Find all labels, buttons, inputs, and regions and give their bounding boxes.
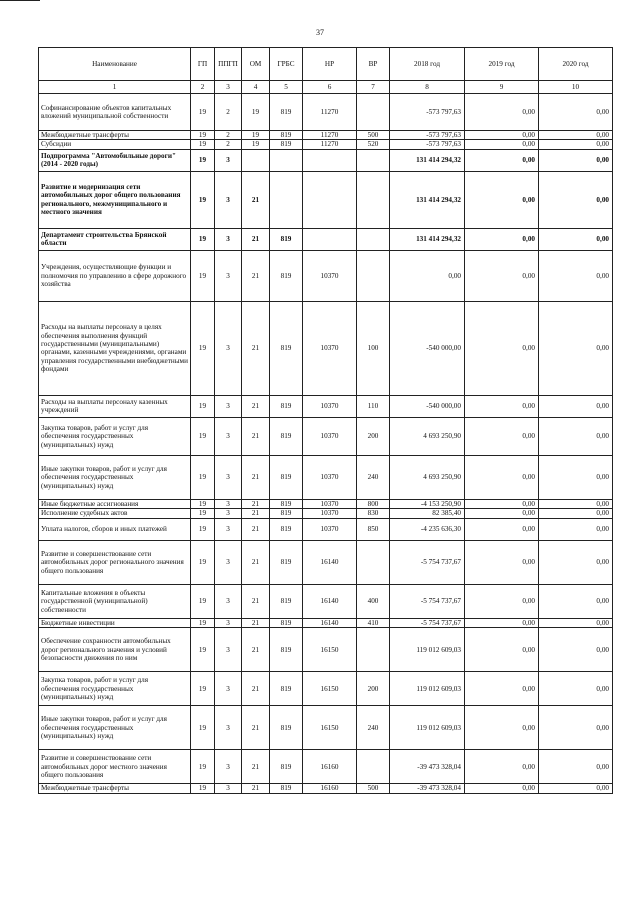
table-row [39,171,613,228]
colnum-9: 9 [465,81,539,94]
cell-name: Исполнение судебных актов [39,509,191,518]
table-row [39,584,613,618]
header-ppgp: ППГП [215,48,242,81]
cell-y2019: 0,00 [465,301,539,395]
colnum-10: 10 [539,81,613,94]
cell-ppgp: 3 [215,171,242,228]
cell-om: 21 [242,628,270,672]
cell-vr: 240 [357,455,390,499]
cell-nr: 16150 [303,706,357,750]
header-2020: 2020 год [539,48,613,81]
cell-y2018: 131 414 294,32 [390,171,465,228]
cell-vr: 520 [357,140,390,149]
cell-grbs [270,149,303,171]
cell-gp: 19 [191,499,215,508]
cell-y2019: 0,00 [465,131,539,140]
cell-om: 21 [242,750,270,784]
cell-y2019: 0,00 [465,628,539,672]
header-nr: НР [303,48,357,81]
cell-y2020: 0,00 [539,228,613,250]
cell-nr: 10370 [303,509,357,518]
cell-vr: 400 [357,584,390,618]
cell-nr: 10370 [303,499,357,508]
cell-nr [303,171,357,228]
colnum-7: 7 [357,81,390,94]
cell-y2020: 0,00 [539,750,613,784]
cell-name: Подпрограмма "Автомобильные дороги" (2014 - 2020 годы) [39,149,191,171]
cell-y2020: 0,00 [539,171,613,228]
table-row [39,228,613,250]
table-row [39,149,613,171]
cell-y2018: 4 693 250,90 [390,455,465,499]
table-row [39,94,613,131]
header-row [39,48,613,81]
cell-om: 21 [242,672,270,706]
table-row [39,140,613,149]
cell-name: Бюджетные инвестиции [39,618,191,627]
cell-y2020: 0,00 [539,395,613,417]
cell-nr: 10370 [303,250,357,301]
cell-ppgp: 3 [215,509,242,518]
cell-nr: 10370 [303,395,357,417]
cell-y2018: -573 797,63 [390,140,465,149]
cell-vr [357,228,390,250]
cell-y2018: -573 797,63 [390,131,465,140]
cell-y2020: 0,00 [539,584,613,618]
cell-nr: 10370 [303,455,357,499]
cell-y2020: 0,00 [539,455,613,499]
header-gp: ГП [191,48,215,81]
cell-om: 21 [242,499,270,508]
cell-om: 21 [242,540,270,584]
cell-y2019: 0,00 [465,672,539,706]
cell-y2020: 0,00 [539,628,613,672]
cell-grbs: 819 [270,518,303,540]
cell-name: Развитие и совершенствование сети автомобильных дорог местного значения общего пользования [39,750,191,784]
table-row [39,750,613,784]
cell-nr [303,149,357,171]
cell-y2018: 131 414 294,32 [390,149,465,171]
table-row [39,499,613,508]
cell-grbs: 819 [270,228,303,250]
cell-name: Развитие и модернизация сети автомобильных дорог общего пользования регионального, межмуниципального и местного значения [39,171,191,228]
cell-vr: 800 [357,499,390,508]
cell-vr: 200 [357,417,390,455]
cell-y2018: -5 754 737,67 [390,618,465,627]
cell-name: Межбюджетные трансферты [39,131,191,140]
colnum-3: 3 [215,81,242,94]
colnum-8: 8 [390,81,465,94]
cell-gp: 19 [191,628,215,672]
cell-ppgp: 3 [215,417,242,455]
cell-name: Иные закупки товаров, работ и услуг для обеспечения государственных (муниципальных) нужд [39,455,191,499]
cell-gp: 19 [191,784,215,793]
cell-grbs: 819 [270,750,303,784]
cell-y2020: 0,00 [539,509,613,518]
cell-name: Обеспечение сохранности автомобильных дорог регионального значения и условий безопасности движения по ним [39,628,191,672]
cell-y2019: 0,00 [465,750,539,784]
colnum-4: 4 [242,81,270,94]
cell-nr: 10370 [303,417,357,455]
cell-ppgp: 3 [215,584,242,618]
cell-gp: 19 [191,395,215,417]
cell-name: Субсидии [39,140,191,149]
table-row [39,250,613,301]
cell-nr: 16150 [303,672,357,706]
cell-ppgp: 2 [215,131,242,140]
cell-grbs: 819 [270,672,303,706]
cell-ppgp: 3 [215,250,242,301]
header-om: ОМ [242,48,270,81]
cell-vr: 410 [357,618,390,627]
cell-y2018: -5 754 737,67 [390,540,465,584]
cell-vr [357,171,390,228]
cell-y2019: 0,00 [465,149,539,171]
cell-y2018: -39 473 328,04 [390,750,465,784]
cell-gp: 19 [191,750,215,784]
page-number: 37 [316,28,324,37]
cell-om: 21 [242,455,270,499]
cell-y2018: -573 797,63 [390,94,465,131]
cell-vr: 110 [357,395,390,417]
cell-y2019: 0,00 [465,417,539,455]
cell-y2020: 0,00 [539,784,613,793]
cell-vr [357,250,390,301]
cell-ppgp: 3 [215,628,242,672]
cell-om: 21 [242,584,270,618]
cell-y2018: 82 385,40 [390,509,465,518]
cell-gp: 19 [191,706,215,750]
cell-om: 21 [242,509,270,518]
cell-vr: 100 [357,301,390,395]
cell-name: Уплата налогов, сборов и иных платежей [39,518,191,540]
header-name: Наименование [39,48,191,81]
cell-grbs: 819 [270,417,303,455]
cell-vr [357,149,390,171]
cell-y2020: 0,00 [539,250,613,301]
cell-nr: 11270 [303,131,357,140]
cell-om: 21 [242,706,270,750]
cell-name: Софинансирование объектов капитальных вложений муниципальной собственности [39,94,191,131]
header-2018: 2018 год [390,48,465,81]
table-row [39,540,613,584]
cell-y2018: 119 012 609,03 [390,628,465,672]
cell-y2018: 119 012 609,03 [390,672,465,706]
cell-vr: 830 [357,509,390,518]
colnum-6: 6 [303,81,357,94]
cell-y2019: 0,00 [465,584,539,618]
cell-vr: 500 [357,131,390,140]
cell-om: 19 [242,131,270,140]
column-number-row [39,81,613,94]
cell-ppgp: 3 [215,784,242,793]
cell-nr: 16140 [303,540,357,584]
table-row [39,706,613,750]
cell-y2020: 0,00 [539,140,613,149]
cell-om: 21 [242,171,270,228]
cell-ppgp: 3 [215,540,242,584]
colnum-2: 2 [191,81,215,94]
cell-y2019: 0,00 [465,94,539,131]
cell-gp: 19 [191,518,215,540]
cell-grbs: 819 [270,784,303,793]
cell-vr: 200 [357,672,390,706]
cell-ppgp: 2 [215,94,242,131]
cell-vr [357,628,390,672]
cell-grbs: 819 [270,301,303,395]
header-2019: 2019 год [465,48,539,81]
cell-name: Капитальные вложения в объекты государственной (муниципальной) собственности [39,584,191,618]
budget-table [38,47,613,794]
table-row [39,618,613,627]
cell-grbs: 819 [270,131,303,140]
cell-ppgp: 2 [215,140,242,149]
cell-ppgp: 3 [215,228,242,250]
cell-y2020: 0,00 [539,706,613,750]
cell-y2020: 0,00 [539,301,613,395]
cell-nr: 11270 [303,94,357,131]
cell-grbs: 819 [270,250,303,301]
cell-y2020: 0,00 [539,417,613,455]
cell-om: 19 [242,140,270,149]
cell-gp: 19 [191,171,215,228]
cell-gp: 19 [191,301,215,395]
cell-vr [357,94,390,131]
cell-grbs: 819 [270,509,303,518]
table-row [39,395,613,417]
top-rule [0,0,40,1]
cell-name: Иные закупки товаров, работ и услуг для обеспечения государственных (муниципальных) нужд [39,706,191,750]
cell-ppgp: 3 [215,455,242,499]
cell-gp: 19 [191,509,215,518]
cell-grbs: 819 [270,540,303,584]
cell-name: Закупка товаров, работ и услуг для обеспечения государственных (муниципальных) нужд [39,672,191,706]
cell-nr: 11270 [303,140,357,149]
cell-om: 21 [242,395,270,417]
cell-ppgp: 3 [215,750,242,784]
cell-name: Учреждения, осуществляющие функции и полномочия по управлению в сфере дорожного хозяйства [39,250,191,301]
cell-om: 19 [242,94,270,131]
cell-om: 21 [242,784,270,793]
cell-gp: 19 [191,417,215,455]
cell-y2019: 0,00 [465,499,539,508]
cell-y2018: -5 754 737,67 [390,584,465,618]
table-row [39,628,613,672]
cell-y2019: 0,00 [465,228,539,250]
cell-name: Расходы на выплаты персоналу казенных учреждений [39,395,191,417]
cell-y2019: 0,00 [465,455,539,499]
cell-y2018: -39 473 328,04 [390,784,465,793]
cell-grbs: 819 [270,455,303,499]
cell-y2018: 119 012 609,03 [390,706,465,750]
cell-gp: 19 [191,149,215,171]
table-row [39,784,613,793]
cell-y2020: 0,00 [539,672,613,706]
cell-y2019: 0,00 [465,509,539,518]
cell-name: Межбюджетные трансферты [39,784,191,793]
cell-y2020: 0,00 [539,540,613,584]
cell-gp: 19 [191,250,215,301]
cell-om: 21 [242,228,270,250]
cell-gp: 19 [191,584,215,618]
cell-gp: 19 [191,540,215,584]
cell-nr: 16160 [303,750,357,784]
cell-y2018: -540 000,00 [390,395,465,417]
cell-nr: 16160 [303,784,357,793]
cell-grbs: 819 [270,584,303,618]
header-vr: ВР [357,48,390,81]
cell-y2019: 0,00 [465,140,539,149]
table-row [39,672,613,706]
cell-grbs: 819 [270,94,303,131]
cell-grbs: 819 [270,140,303,149]
cell-y2018: 4 693 250,90 [390,417,465,455]
cell-name: Расходы на выплаты персоналу в целях обеспечения выполнения функций государственными (муниципальными) органами, казенными учреждениями, органами управления государственными внебюджетными фондами [39,301,191,395]
cell-om [242,149,270,171]
cell-gp: 19 [191,131,215,140]
cell-gp: 19 [191,672,215,706]
cell-vr: 850 [357,518,390,540]
cell-nr [303,228,357,250]
cell-gp: 19 [191,455,215,499]
cell-grbs: 819 [270,706,303,750]
cell-name: Закупка товаров, работ и услуг для обеспечения государственных (муниципальных) нужд [39,417,191,455]
table-row [39,301,613,395]
cell-gp: 19 [191,94,215,131]
cell-y2019: 0,00 [465,395,539,417]
cell-name: Департамент строительства Брянской области [39,228,191,250]
cell-y2018: 131 414 294,32 [390,228,465,250]
cell-y2019: 0,00 [465,250,539,301]
cell-nr: 10370 [303,301,357,395]
cell-vr [357,750,390,784]
cell-y2020: 0,00 [539,618,613,627]
cell-y2018: -4 153 250,90 [390,499,465,508]
cell-y2018: -4 235 636,30 [390,518,465,540]
cell-ppgp: 3 [215,706,242,750]
cell-ppgp: 3 [215,518,242,540]
cell-nr: 10370 [303,518,357,540]
cell-y2018: 0,00 [390,250,465,301]
cell-om: 21 [242,618,270,627]
cell-y2019: 0,00 [465,171,539,228]
cell-ppgp: 3 [215,301,242,395]
table-row [39,417,613,455]
cell-om: 21 [242,518,270,540]
cell-vr: 240 [357,706,390,750]
cell-gp: 19 [191,228,215,250]
cell-ppgp: 3 [215,149,242,171]
cell-om: 21 [242,301,270,395]
cell-nr: 16140 [303,584,357,618]
cell-name: Развитие и совершенствование сети автомобильных дорог регионального значения общего пользования [39,540,191,584]
cell-y2019: 0,00 [465,706,539,750]
cell-grbs: 819 [270,499,303,508]
cell-y2020: 0,00 [539,131,613,140]
cell-om: 21 [242,417,270,455]
table-row [39,131,613,140]
header-grbs: ГРБС [270,48,303,81]
colnum-1: 1 [39,81,191,94]
cell-y2020: 0,00 [539,518,613,540]
cell-gp: 19 [191,140,215,149]
cell-name: Иные бюджетные ассигнования [39,499,191,508]
table-row [39,455,613,499]
cell-y2020: 0,00 [539,149,613,171]
cell-ppgp: 3 [215,672,242,706]
cell-gp: 19 [191,618,215,627]
cell-y2019: 0,00 [465,518,539,540]
table-row [39,509,613,518]
cell-ppgp: 3 [215,499,242,508]
cell-vr [357,540,390,584]
cell-y2019: 0,00 [465,618,539,627]
cell-grbs [270,171,303,228]
cell-y2019: 0,00 [465,784,539,793]
colnum-5: 5 [270,81,303,94]
cell-ppgp: 3 [215,395,242,417]
cell-y2019: 0,00 [465,540,539,584]
table-row [39,518,613,540]
cell-nr: 16140 [303,618,357,627]
cell-ppgp: 3 [215,618,242,627]
cell-grbs: 819 [270,628,303,672]
cell-y2020: 0,00 [539,499,613,508]
cell-om: 21 [242,250,270,301]
cell-vr: 500 [357,784,390,793]
cell-y2020: 0,00 [539,94,613,131]
cell-grbs: 819 [270,618,303,627]
cell-y2018: -540 000,00 [390,301,465,395]
cell-nr: 16150 [303,628,357,672]
cell-grbs: 819 [270,395,303,417]
